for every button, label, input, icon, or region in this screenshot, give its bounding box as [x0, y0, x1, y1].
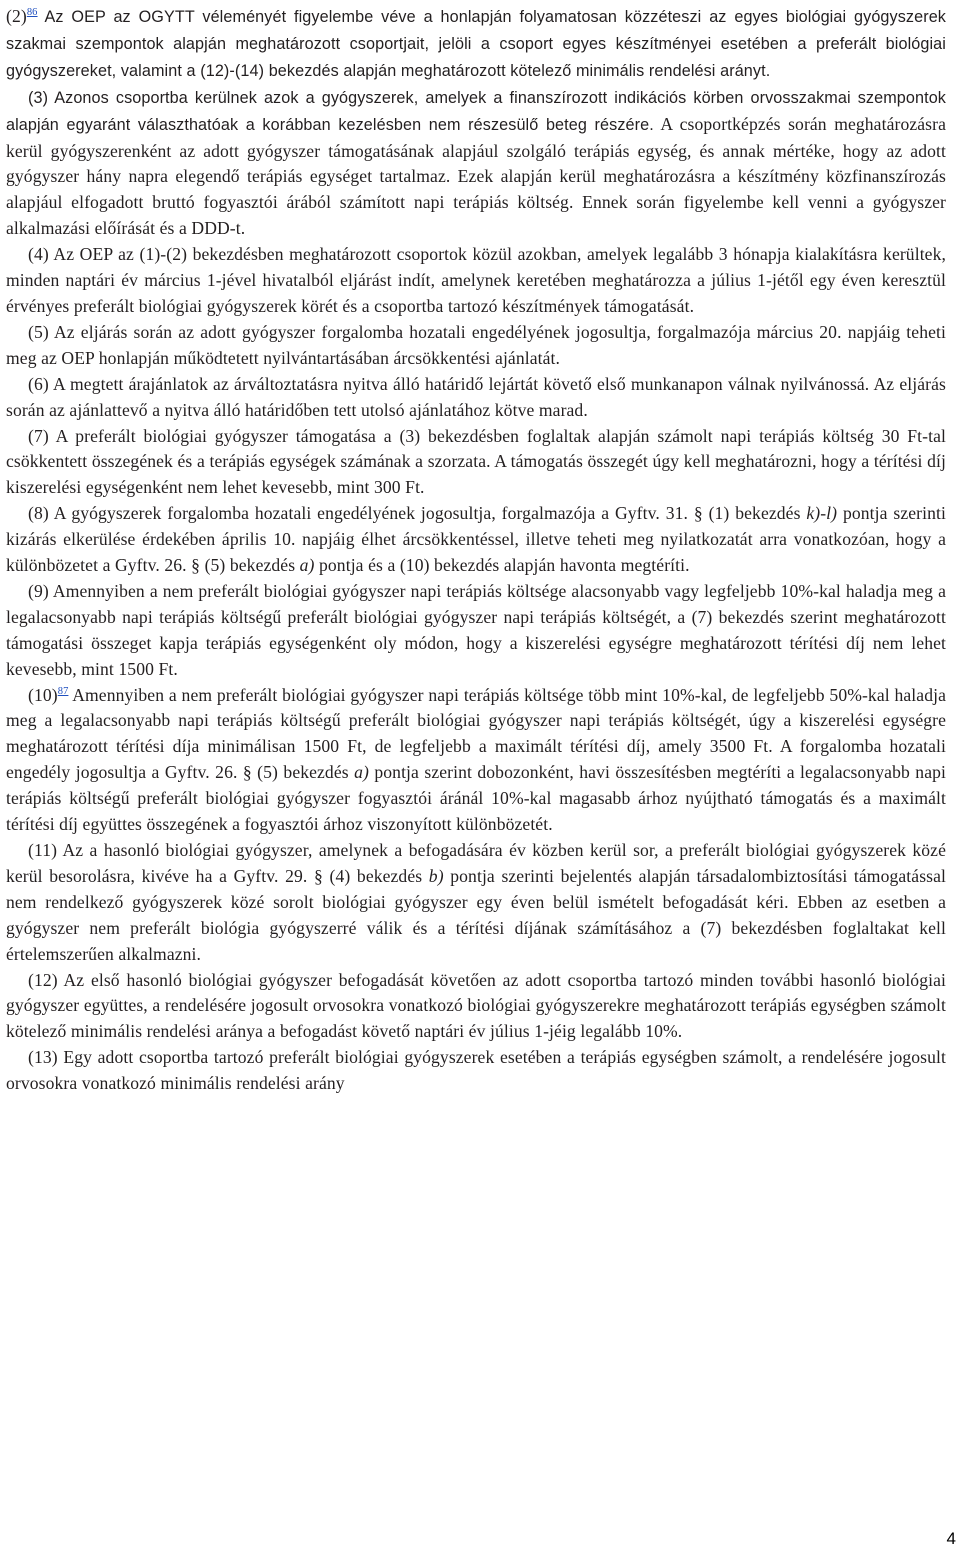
page-number: 4: [946, 1529, 956, 1548]
paragraph-p7: [6, 424, 946, 502]
paragraph-text: (9) Amennyiben a nem preferált biológiai gyógyszer napi terápiás költsége alacsonyabb vagy legfeljebb 10%-kal haladja meg a legalacsonyabb napi terápiás költségű preferált biológiai gyógyszer napi terápiás költségét, a (7) bekezdés szerint meghatározott támogatási összeget kapja terápiás egységenként oly módon, hogy a kiszerelési egységre meghatározott térítési díj nem lehet kevesebb, mint 1500 Ft.: [6, 580, 946, 679]
paragraph-text: (5) Az eljárás során az adott gyógyszer forgalomba hozatali engedélyének jogosultja, forgalmazója március 20. napjáig teheti meg az OEP honlapján működtetett nyilvántartásában árcsökkentési ajánlatát.: [6, 321, 946, 368]
italic-reference: b): [428, 865, 444, 886]
paragraph-text: (7) A preferált biológiai gyógyszer támogatása a (3) bekezdésben foglaltak alapján számolt napi terápiás költség 30 Ft-tal csökkentett összegének és a terápiás egységek számának a szorzata. A támogatás összegét úgy kell meghatározni, hogy a térítési díj kiszerelési egységenként nem lehet kevesebb, mint 300 Ft.: [6, 425, 946, 498]
paragraph-p12: [6, 968, 946, 1046]
paragraph-text: (12) Az első hasonló biológiai gyógyszer befogadását követően az adott csoportba tartozó minden további hasonló biológiai gyógyszer együttes, a rendelésére jogosult orvosokra vonatkozó biológiai gyógyszerekre meghatározott terápiás egységben számolt kötelező minimális rendelési aránya a befogadást követő naptári év július 1-jéig legalább 10%.: [6, 969, 946, 1042]
paragraph-p10: [6, 683, 946, 838]
paragraph-p13: [6, 1045, 946, 1097]
italic-reference: k)-l): [806, 503, 838, 524]
paragraph-text: (6) A megtett árajánlatok az árváltoztatásra nyitva álló határidő lejártát követő első munkanapon válnak nyilvánossá. Az eljárás során az ajánlattevő a nyitva álló határidőben tett utolsó ajánlatához kötve marad.: [6, 373, 946, 420]
paragraph-p11: [6, 838, 946, 968]
footnote-marker: [27, 7, 38, 18]
paragraph-text: pontja szerint dobozonként, havi összesítésben megtéríti a legalacsonyabb napi terápiás költségű preferált biológiai gyógyszer fogyasztói áránál 10%-kal magasabb árhoz nyújtható támogatás és a maximált térítési díj együttes összegének a fogyasztói árhoz viszonyított különbözetét.: [6, 762, 946, 835]
paragraph-p5: [6, 320, 946, 372]
paragraph-p2: [6, 4, 946, 85]
document-body: [6, 4, 946, 1097]
footnote-link[interactable]: 86: [26, 7, 38, 18]
paragraph-text: (11) Az a hasonló biológiai gyógyszer, amelynek a befogadására év közben kerül sor, a preferált biológiai gyógyszerek közé kerül besorolásra, kivéve ha a Gyftv. 29. § (4) bekezdés: [6, 840, 946, 886]
paragraph-text: pontja szerinti kizárás elkerülése érdekében április 10. napjáig élhet árcsökkentéssel, illetve teheti meg nyilatkozatát arra vonatkozóan, hogy a különbözetet a Gyftv. 26. § (5) bekezdés: [6, 503, 946, 576]
paragraph-text: (2): [6, 6, 27, 26]
footnote-marker: [58, 686, 69, 697]
paragraph-p6: [6, 372, 946, 424]
italic-reference: a): [299, 555, 315, 576]
paragraph-text: (3) Azonos csoportba kerülnek azok a gyógyszerek, amelyek a finanszírozott indikációs körben orvosszakmai szempontok alapján egyaránt választhatóak a korábban kezelésben nem részesülő beteg részére.: [6, 88, 946, 134]
paragraph-text: Amennyiben a nem preferált biológiai gyógyszer napi terápiás költsége több mint 10%-kal, de legfeljebb 50%-kal haladja meg a legalacsonyabb napi terápiás költségű preferált biológiai gyógyszer napi terápiás költségét, úgy a kiszerelési egységre meghatározott térítési díja minimálisan 1500 Ft, de legfeljebb a maximált térítési díj, amely 3500 Ft. A forgalomba hozatali engedély jogosultja a Gyftv. 26. § (5) bekezdés: [6, 684, 946, 783]
paragraph-p4: [6, 242, 946, 320]
paragraph-text: Az OEP az OGYTT véleményét figyelembe véve a honlapján folyamatosan közzéteszi az egyes biológiai gyógyszerek szakmai szempontok alapján meghatározott csoportjait, jelöli a csoport egyes készítményei esetében a preferált biológiai gyógyszereket, valamint a (12)-(14) bekezdés alapján meghatározott kötelező minimális rendelési arányt.: [6, 8, 946, 80]
paragraph-text: (10): [28, 684, 58, 705]
paragraph-text: (4) Az OEP az (1)-(2) bekezdésben meghatározott csoportok közül azokban, amelyek legalább 3 hónapja kialakításra kerültek, minden naptári év március 1-jével hivatalból eljárást indít, amelynek keretében meghatározza a július 1-jétől egy éven keresztül érvényes preferált biológiai gyógyszerek körét és a csoportba tartozó készítmények támogatását.: [6, 244, 946, 316]
paragraph-text: (8) A gyógyszerek forgalomba hozatali engedélyének jogosultja, forgalmazója a Gyftv. 31. § (1) bekezdés: [28, 503, 807, 524]
paragraph-text: A csoportképzés során meghatározásra kerül gyógyszerenként az adott gyógyszer támogatásának alapjául szolgáló terápiás egység, és annak mértéke, hogy az adott gyógyszer hány napra elegendő terápiás egységet tartalmaz. Ezek alapján kerül meghatározásra a készítmény közfinanszírozás alapjául elfogadott bruttó fogyasztói árából számított napi terápiás költség. Ennek során figyelembe kell venni a gyógyszer alkalmazási előírását és a DDD-t.: [6, 113, 946, 239]
paragraph-p8: [6, 501, 946, 579]
footnote-link[interactable]: 87: [57, 685, 69, 697]
paragraph-p9: [6, 579, 946, 683]
italic-reference: a): [354, 762, 369, 783]
paragraph-text: pontja szerinti bejelentés alapján társadalombiztosítási támogatással nem rendelkező gyógyszerek közé sorolt biológiai gyógyszer egy éven belül ismételt befogadását kéri. Ebben az esetben a gyógyszer nem preferált biológia gyógyszerré válik és a térítési díjának számításához a (7) bekezdésben foglaltakat kell értelemszerűen alkalmazni.: [6, 865, 946, 964]
paragraph-text: (13) Egy adott csoportba tartozó preferált biológiai gyógyszerek esetében a terápiás egységben számolt, a rendelésére jogosult orvosokra vonatkozó minimális rendelési arány: [6, 1047, 946, 1094]
paragraph-p3: [6, 85, 946, 242]
paragraph-text: pontja és a (10) bekezdés alapján havonta megtéríti.: [314, 555, 690, 576]
